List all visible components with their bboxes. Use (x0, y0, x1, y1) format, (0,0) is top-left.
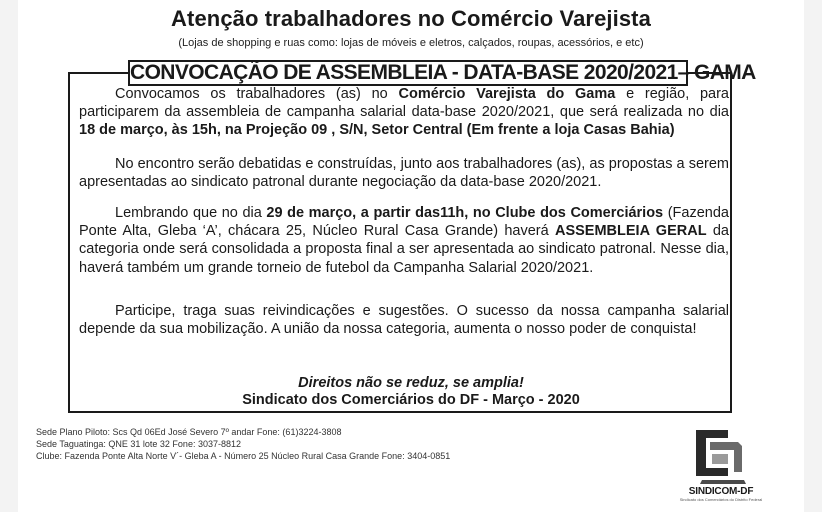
headline: Atenção trabalhadores no Comércio Varejista (171, 6, 651, 31)
p3-text-3: da categoria onde será consolidada a proposta final a ser apresentada ao sindicato patronal. Nesse dia, haverá também um grande torneio de futebol da Campanha Salarial 2020/2021. (79, 223, 729, 276)
subline: (Lojas de shopping e ruas como: lojas de móveis e eletros, calçados, roupas, acessórios, e etc) (178, 37, 644, 49)
logo-name: SINDICOM-DF (688, 486, 754, 497)
paragraph-meeting: No encontro serão debatidas e construídas, junto aos trabalhadores (as), as propostas a serem apresentadas ao sindicato patronal durante negociação da data-base 2020/2021. (79, 156, 729, 191)
p1-bold-2: 18 de março, às 15h, na Projeção 09 , S/N, Setor Central (Em frente a loja Casas Bahia) (79, 122, 675, 139)
logo-tagline: Sindicato dos Comerciários do Distrito Federal (679, 497, 763, 502)
page-edge-left (0, 0, 18, 512)
address-plano-piloto: Sede Plano Piloto: Scs Qd 06Ed José Severo 7º andar Fone: (61)3224-3808 (36, 427, 342, 437)
signature: Sindicato dos Comerciários do DF - Março - 2020 (242, 392, 580, 408)
address-taguatinga: Sede Taguatinga: QNE 31 lote 32 Fone: 3037-8812 (36, 439, 241, 449)
p1-bold-1: Comércio Varejista do Gama (398, 86, 616, 102)
paragraph-convocation (79, 85, 729, 140)
paragraph-general-assembly (79, 204, 729, 277)
slogan: Direitos não se reduz, se amplia! (298, 375, 524, 391)
p3-bold-1: 29 de março, a partir das11h, no Clube dos Comerciários (266, 205, 664, 221)
paragraph-participate: Participe, traga suas reivindicações e sugestões. O sucesso da nossa campanha salarial depende da sua mobilização. A união da nossa categoria, aumenta o nosso poder de conquista! (79, 303, 729, 338)
p3-text-2: (Fazenda Ponte Alta, Gleba ‘A’, chácara 25, Núcleo Rural Casa Grande) haverá (79, 205, 729, 240)
sindicom-logo-icon (688, 424, 750, 488)
address-club: Clube: Fazenda Ponte Alta Norte V´- Gleba A - Número 25 Núcleo Rural Casa Grande Fone: 3404-0851 (36, 451, 451, 461)
notice-title: CONVOCAÇÃO DE ASSEMBLEIA - DATA-BASE 2020/2021– GAMA (130, 61, 756, 84)
page-edge-right (804, 0, 822, 512)
p1-text-2: e região, para participarem da assembleia de campanha salarial data-base 2020/2021, que será realizada no dia (79, 86, 729, 121)
p3-bold-2: ASSEMBLEIA GERAL (554, 223, 707, 240)
p1-text-1: Convocamos os trabalhadores (as) no (115, 86, 399, 102)
p3-text-1: Lembrando que no dia (115, 205, 267, 221)
